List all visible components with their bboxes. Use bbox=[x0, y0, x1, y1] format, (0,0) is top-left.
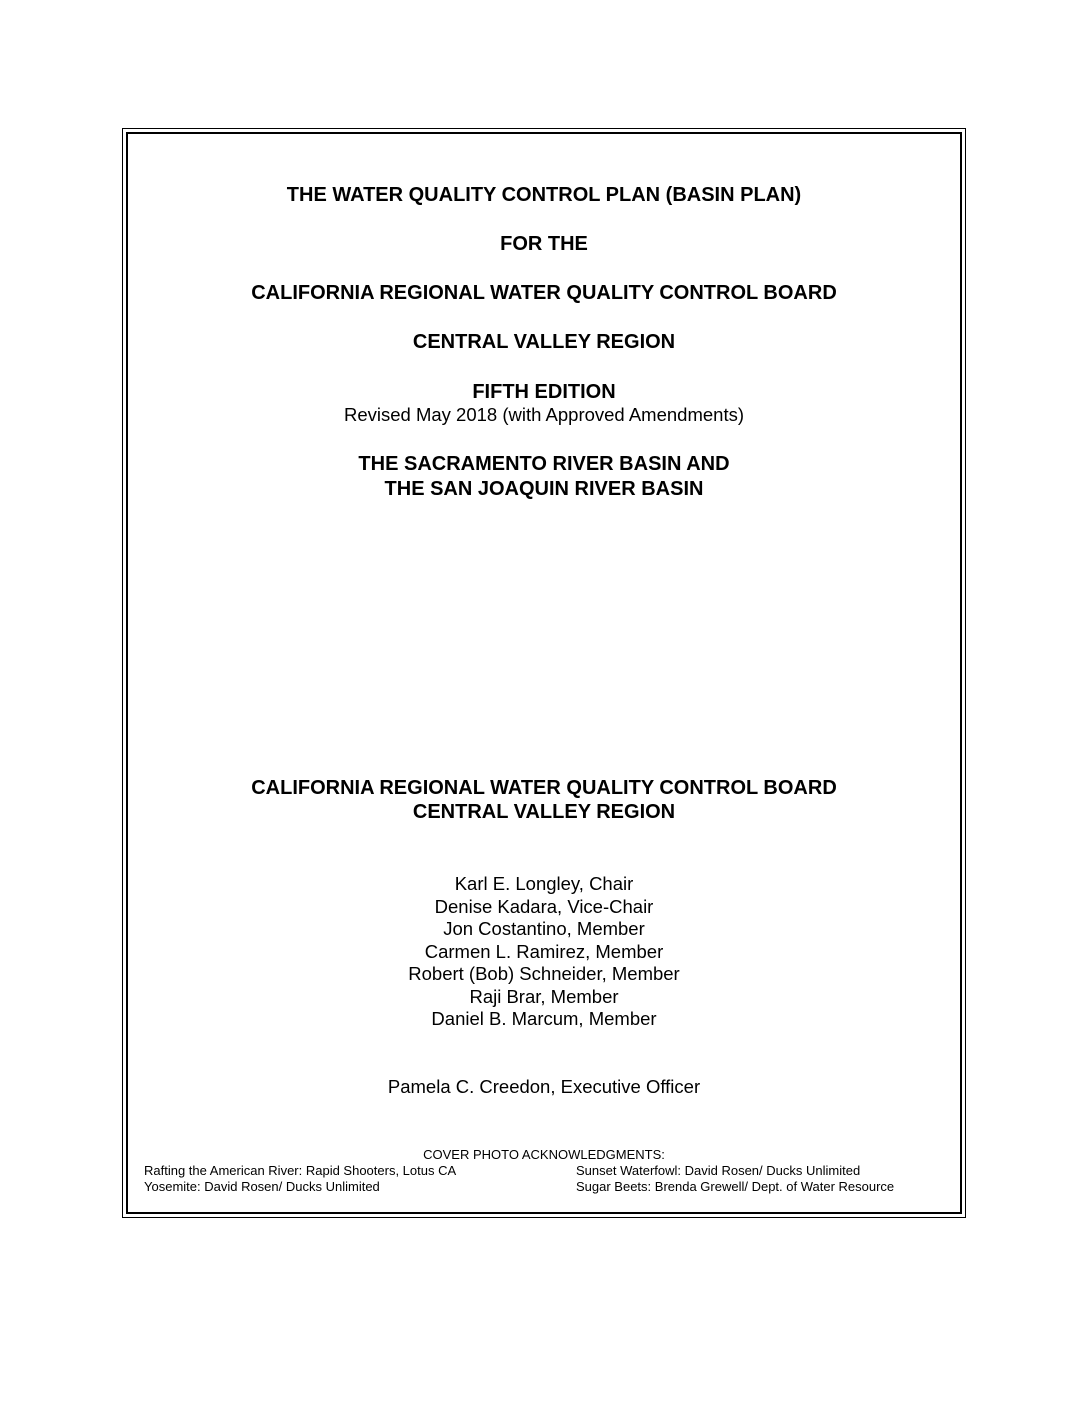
basins-line-2: THE SAN JOAQUIN RIVER BASIN bbox=[384, 478, 704, 500]
title-line-4: CENTRAL VALLEY REGION bbox=[412, 331, 676, 353]
cover-photo-credit: Sunset Waterfowl: David Rosen/ Ducks Unlimited bbox=[576, 1163, 861, 1178]
title-line-2: FOR THE bbox=[500, 233, 588, 255]
cover-photo-credit: Sugar Beets: Brenda Grewell/ Dept. of Water Resource bbox=[576, 1179, 895, 1194]
board-member: Raji Brar, Member bbox=[469, 986, 619, 1007]
board-member: Carmen L. Ramirez, Member bbox=[424, 941, 664, 962]
board-region: CENTRAL VALLEY REGION bbox=[412, 801, 676, 823]
title-line-3: CALIFORNIA REGIONAL WATER QUALITY CONTROL BOARD bbox=[251, 282, 837, 304]
board-member: Denise Kadara, Vice-Chair bbox=[434, 896, 654, 917]
edition-label: FIFTH EDITION bbox=[472, 381, 616, 403]
cover-photo-credit: Rafting the American River: Rapid Shooters, Lotus CA bbox=[144, 1163, 457, 1178]
cover-photo-credit: Yosemite: David Rosen/ Ducks Unlimited bbox=[144, 1179, 380, 1194]
basins-line-1: THE SACRAMENTO RIVER BASIN AND bbox=[358, 453, 730, 475]
title-line-1: THE WATER QUALITY CONTROL PLAN (BASIN PLAN) bbox=[286, 184, 802, 206]
edition-revision: Revised May 2018 (with Approved Amendments) bbox=[343, 404, 744, 425]
executive-officer: Pamela C. Creedon, Executive Officer bbox=[387, 1076, 701, 1097]
board-member: Robert (Bob) Schneider, Member bbox=[408, 963, 680, 984]
cover-photo-heading: COVER PHOTO ACKNOWLEDGMENTS: bbox=[423, 1147, 665, 1162]
board-member: Karl E. Longley, Chair bbox=[454, 873, 634, 894]
board-name: CALIFORNIA REGIONAL WATER QUALITY CONTROL BOARD bbox=[251, 777, 837, 799]
board-member: Daniel B. Marcum, Member bbox=[431, 1008, 657, 1029]
board-member: Jon Costantino, Member bbox=[443, 918, 645, 939]
